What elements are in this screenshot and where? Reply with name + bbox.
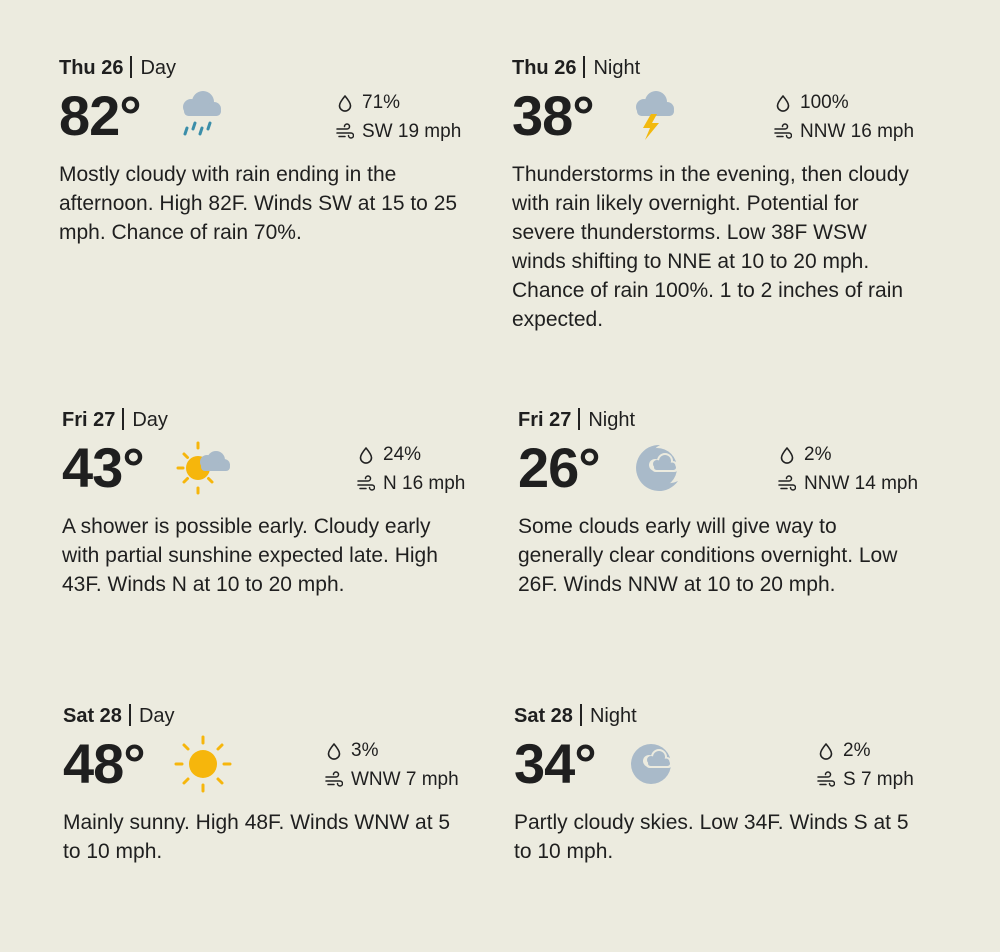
wind-icon (817, 771, 835, 789)
partly-cloudy-night-icon (630, 439, 688, 497)
wind-icon (778, 475, 796, 493)
sun-icon (174, 735, 232, 793)
period-label: Night (593, 57, 641, 79)
precip-value: 2% (843, 740, 871, 761)
raindrop-icon (336, 94, 354, 112)
raindrop-icon (325, 742, 343, 760)
wind-value: NNW 16 mph (800, 121, 915, 142)
precip-value: 3% (351, 740, 379, 761)
period-label: Night (589, 705, 637, 727)
stats (817, 736, 914, 794)
card-header (63, 704, 483, 728)
rain-icon (176, 87, 234, 145)
temperature: 43° (62, 436, 144, 499)
forecast-card-fri-day (62, 408, 482, 599)
day-label: Sat 28 (63, 705, 122, 727)
precip-stat (778, 440, 918, 469)
forecast-card-fri-night (518, 408, 938, 599)
period-label: Day (132, 409, 168, 431)
temperature: 38° (512, 84, 594, 147)
precip-stat (336, 88, 461, 117)
period-label: Night (588, 409, 636, 431)
wind-stat (817, 765, 914, 794)
temperature: 26° (518, 436, 600, 499)
wind-stat (336, 117, 461, 146)
temperature: 48° (63, 732, 145, 795)
day-label: Sat 28 (514, 705, 573, 727)
wind-stat (325, 765, 459, 794)
precip-value: 71% (362, 92, 401, 113)
forecast-card-sat-day (63, 704, 483, 866)
forecast-card-thu-day (59, 56, 479, 247)
raindrop-icon (774, 94, 792, 112)
temperature: 82° (59, 84, 141, 147)
forecast-description: Mostly cloudy with rain ending in the afternoon. High 82F. Winds SW at 15 to 25 mph. Chance of rain 70%. (59, 163, 458, 244)
forecast-card-thu-night (512, 56, 932, 334)
stats (325, 736, 459, 794)
thunderstorm-icon (629, 87, 687, 145)
card-header (62, 408, 482, 432)
divider (580, 704, 582, 726)
stats (357, 440, 465, 498)
day-label: Thu 26 (512, 57, 577, 79)
precip-stat (817, 736, 914, 765)
stats (774, 88, 914, 146)
wind-value: S 7 mph (843, 769, 914, 790)
wind-icon (336, 123, 354, 141)
divider (122, 408, 124, 430)
wind-stat (778, 469, 918, 498)
forecast-description: Mainly sunny. High 48F. Winds WNW at 5 to 10 mph. (63, 811, 451, 863)
stats (336, 88, 461, 146)
card-header (518, 408, 938, 432)
temperature: 34° (514, 732, 596, 795)
precip-value: 2% (804, 444, 832, 465)
raindrop-icon (357, 446, 375, 464)
precip-stat (357, 440, 465, 469)
wind-icon (774, 123, 792, 141)
wind-value: WNW 7 mph (351, 769, 459, 790)
forecast-description: A shower is possible early. Cloudy early with partial sunshine expected late. High 43F. Winds N at 10 to 20 mph. (62, 515, 438, 596)
precip-stat (325, 736, 459, 765)
period-label: Day (140, 57, 177, 79)
wind-value: NNW 14 mph (804, 473, 919, 494)
wind-icon (325, 771, 343, 789)
raindrop-icon (817, 742, 835, 760)
precip-stat (774, 88, 914, 117)
divider (578, 408, 580, 430)
partly-cloudy-day-icon (174, 439, 232, 497)
divider (129, 704, 131, 726)
wind-stat (357, 469, 465, 498)
forecast-card-sat-night (514, 704, 934, 866)
day-label: Thu 26 (59, 57, 124, 79)
wind-stat (774, 117, 914, 146)
wind-icon (357, 475, 375, 493)
divider (130, 56, 132, 78)
day-label: Fri 27 (62, 409, 116, 431)
forecast-description: Some clouds early will give way to generally clear conditions overnight. Low 26F. Winds NNW at 10 to 20 mph. (518, 515, 898, 596)
card-header (514, 704, 934, 728)
day-label: Fri 27 (518, 409, 572, 431)
card-header (59, 56, 479, 80)
wind-value: SW 19 mph (362, 121, 462, 142)
stats (778, 440, 918, 498)
period-label: Day (138, 705, 175, 727)
wind-value: N 16 mph (383, 473, 466, 494)
precip-value: 24% (383, 444, 422, 465)
forecast-description: Thunderstorms in the evening, then cloudy with rain likely overnight. Potential for severe thunderstorms. Low 38F WSW winds shifting to NNE at 10 to 20 mph. Chance of rain 100%. 1 to 2 inches of rain expected. (512, 163, 909, 331)
card-header (512, 56, 932, 80)
partly-cloudy-night-icon (624, 735, 682, 793)
divider (583, 56, 585, 78)
forecast-description: Partly cloudy skies. Low 34F. Winds S at 5 to 10 mph. (514, 811, 909, 863)
raindrop-icon (778, 446, 796, 464)
precip-value: 100% (800, 92, 849, 113)
